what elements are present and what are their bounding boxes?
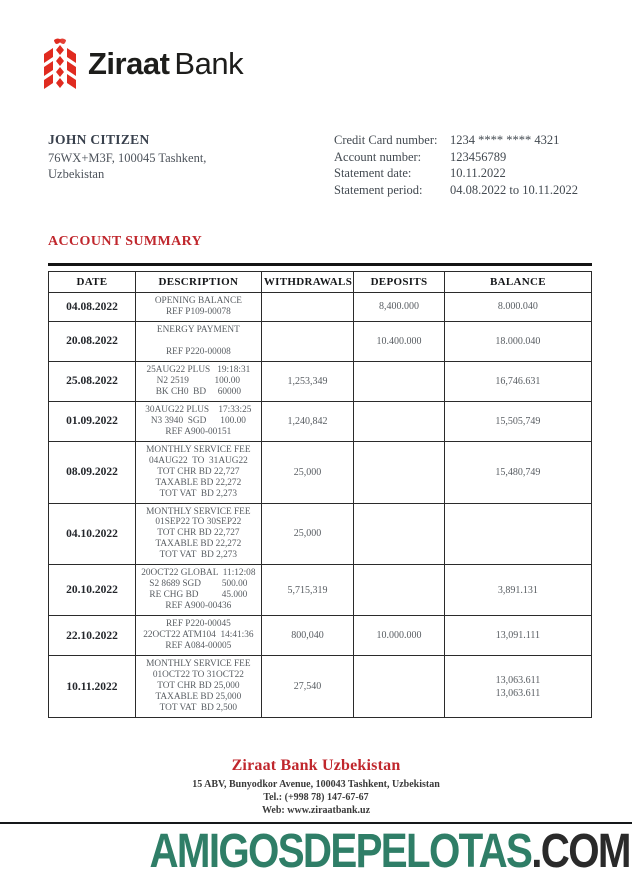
description-line: TOT CHR BD 22,727 [157,466,240,477]
footer-address: 15 ABV, Bunyodkor Avenue, 100043 Tashkent, Uzbekistan [192,779,440,790]
deposits-cell [354,361,445,401]
balance-cell [444,656,591,718]
date-cell: 01.09.2022 [49,401,136,441]
column-header: WITHDRAWALS [261,272,353,293]
deposits-cell [354,401,445,441]
description-cell [135,293,261,322]
description-cell [135,503,261,565]
date-cell: 04.08.2022 [49,293,136,322]
account-holder-block [48,132,206,198]
withdrawals-cell: 5,715,319 [261,565,353,616]
deposits-cell [354,656,445,718]
description-line: MONTHLY SERVICE FEE [146,506,251,517]
description-line: REF P220-00045 [165,619,231,630]
description-line [138,336,259,347]
account-summary-table [48,271,592,718]
column-header: DEPOSITS [354,272,445,293]
description-cell [135,361,261,401]
description-line: TAXABLE BD 25,000 [155,692,242,703]
date-cell: 20.08.2022 [49,321,136,361]
account-holder-address-line2: Uzbekistan [48,167,105,181]
statement-info-label: Statement period: [334,182,423,197]
description-cell [135,656,261,718]
watermark-tld: .COM [531,825,630,878]
account-holder-address-line1: 76WX+M3F, 100045 Tashkent, [48,151,207,165]
statement-info-value: 123456789 [450,149,507,164]
account-summary-title: ACCOUNT SUMMARY [48,234,203,249]
description-line: TOT VAT BD 2,500 [159,703,238,713]
description-line: 01SEP22 TO 30SEP22 [155,517,242,528]
balance-cell [444,503,591,565]
description-line: TAXABLE BD 22,272 [155,477,242,488]
description-line: S2 8689 SGD 500.00 [149,579,248,590]
deposits-cell: 8,400.000 [354,293,445,322]
description-line: 30AUG22 PLUS 17:33:25 [145,404,252,415]
deposits-cell: 10.400.000 [354,321,445,361]
table-row [49,293,592,322]
statement-info-row [334,182,592,199]
description-line: MONTHLY SERVICE FEE [146,659,251,670]
balance-cell [444,565,591,616]
balance-line: 8.000.040 [497,301,538,313]
balance-cell [444,361,591,401]
statement-info-value: 04.08.2022 to 10.11.2022 [450,182,579,197]
date-cell: 04.10.2022 [49,503,136,565]
balance-cell [444,293,591,322]
footer-bank-name: Ziraat Bank Uzbekistan [231,757,401,774]
description-line: REF A900-00436 [165,601,232,612]
description-line: TOT VAT BD 2,273 [159,550,238,561]
balance-cell [444,441,591,503]
description-line: BK CH0 BD 60000 [155,386,241,397]
balance-line: 15,505,749 [495,415,541,427]
footer-website: Web: www.ziraatbank.uz [261,805,371,817]
table-row [49,503,592,565]
withdrawals-cell [261,321,353,361]
ziraat-bank-logo [0,0,632,92]
description-cell [135,441,261,503]
balance-line: 13,063.611 [495,687,541,699]
description-line: TOT CHR BD 22,727 [157,528,240,539]
balance-cell [444,401,591,441]
table-row [49,656,592,718]
table-row [49,565,592,616]
date-cell: 22.10.2022 [49,616,136,656]
date-cell: 08.09.2022 [49,441,136,503]
description-line: RE CHG BD 45.000 [149,590,248,601]
description-cell [135,401,261,441]
deposits-cell [354,565,445,616]
description-line: REF P220-00008 [165,346,231,357]
statement-info-label: Credit Card number: [334,133,438,147]
footer-telephone: Tel.: (+998 78) 147-67-67 [263,792,369,804]
description-line: N2 2519 100.00 [156,375,241,386]
statement-info-row [334,149,592,166]
table-row [49,321,592,361]
brand-word-bank: Bank [174,46,244,81]
balance-line: 15,480,749 [495,466,541,478]
description-line: REF A900-00151 [165,426,232,437]
description-cell [135,565,261,616]
balance-line: 16,746.631 [495,375,541,387]
column-header: BALANCE [444,272,591,293]
description-line: 25AUG22 PLUS 19:18:31 [146,364,251,375]
account-holder-name: JOHN CITIZEN [48,132,150,147]
description-line: REF P109-00078 [165,306,231,317]
date-cell: 10.11.2022 [49,656,136,718]
statement-info-value: 10.11.2022 [450,166,506,180]
table-row [49,401,592,441]
description-line: 04AUG22 TO 31AUG22 [148,455,248,466]
summary-top-rule [48,263,592,266]
withdrawals-cell: 25,000 [261,503,353,565]
balance-line: 18.000.040 [495,335,541,347]
withdrawals-cell: 1,240,842 [261,401,353,441]
withdrawals-cell: 25,000 [261,441,353,503]
withdrawals-cell: 1,253,349 [261,361,353,401]
statement-info-row [334,132,592,149]
table-header-row [49,272,592,293]
description-line: 20OCT22 GLOBAL 11:12:08 [141,568,256,579]
description-line: N3 3940 SGD 100.00 [150,415,246,426]
statement-info-label: Statement date: [334,166,412,180]
description-cell [135,616,261,656]
deposits-cell [354,441,445,503]
statement-info-row [334,165,592,182]
statement-header [0,92,632,198]
withdrawals-cell: 800,040 [261,616,353,656]
table-row [49,441,592,503]
description-line: 22OCT22 ATM104 14:41:36 [143,630,254,641]
bank-footer [0,757,632,818]
description-line: TOT CHR BD 25,000 [157,681,240,692]
deposits-cell [354,503,445,565]
watermark-site-name [150,824,630,879]
date-cell: 25.08.2022 [49,361,136,401]
column-header: DESCRIPTION [135,272,261,293]
date-cell: 20.10.2022 [49,565,136,616]
description-line: TOT VAT BD 2,273 [159,488,238,499]
withdrawals-cell [261,293,353,322]
description-line: TAXABLE BD 22,272 [155,539,242,550]
description-line: REF A084-00005 [165,641,232,652]
balance-line: 13,063.611 [495,674,541,686]
wheat-icon [40,36,80,92]
statement-info-value: 1234 **** **** 4321 [450,133,560,147]
description-line: OPENING BALANCE [154,296,242,306]
balance-line: 3,891.131 [497,584,538,596]
brand-word-ziraat: Ziraat [88,46,170,81]
description-line: 01OCT22 TO 31OCT22 [152,670,244,681]
balance-cell [444,321,591,361]
withdrawals-cell: 27,540 [261,656,353,718]
table-row [49,616,592,656]
table-row [49,361,592,401]
deposits-cell: 10.000.000 [354,616,445,656]
description-cell [135,321,261,361]
watermark-name: AMIGOSDEPELOTAS [149,825,532,878]
description-line: ENERGY PAYMENT [156,324,240,335]
description-line: MONTHLY SERVICE FEE [146,444,251,455]
statement-info-block [334,132,592,198]
balance-cell [444,616,591,656]
statement-info-label: Account number: [334,149,422,164]
balance-line: 13,091.111 [495,630,541,642]
column-header: DATE [49,272,136,293]
brand-wordmark [88,46,243,82]
